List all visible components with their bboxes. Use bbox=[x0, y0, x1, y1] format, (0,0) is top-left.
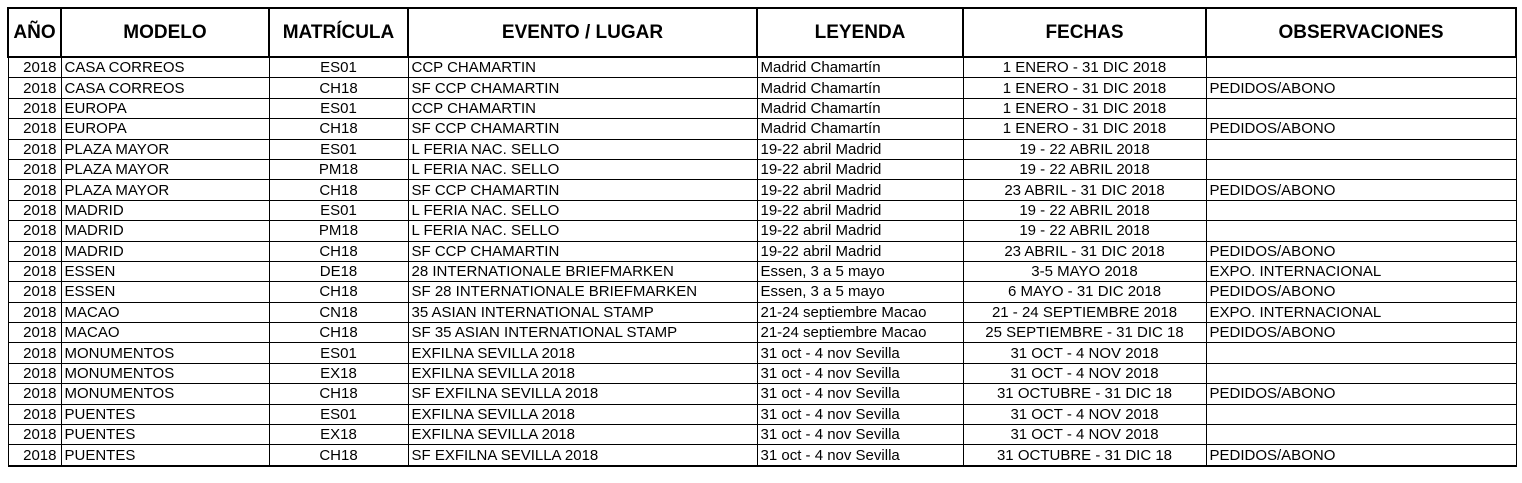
table-row bbox=[8, 180, 1516, 200]
cell-anio: 2018 bbox=[8, 78, 61, 98]
table-row bbox=[8, 363, 1516, 383]
cell-anio: 2018 bbox=[8, 159, 61, 179]
cell-anio: 2018 bbox=[8, 57, 61, 78]
cell-matricula: CH18 bbox=[269, 180, 408, 200]
cell-modelo: MONUMENTOS bbox=[61, 363, 269, 383]
cell-leyenda: 19-22 abril Madrid bbox=[757, 221, 963, 241]
cell-matricula: ES01 bbox=[269, 343, 408, 363]
header-leyenda: LEYENDA bbox=[757, 8, 963, 57]
cell-matricula: CH18 bbox=[269, 119, 408, 139]
cell-observaciones: EXPO. INTERNACIONAL bbox=[1206, 302, 1516, 322]
cell-observaciones: EXPO. INTERNACIONAL bbox=[1206, 261, 1516, 281]
header-evento: EVENTO / LUGAR bbox=[408, 8, 757, 57]
cell-observaciones: PEDIDOS/ABONO bbox=[1206, 282, 1516, 302]
header-observaciones: OBSERVACIONES bbox=[1206, 8, 1516, 57]
header-matricula: MATRÍCULA bbox=[269, 8, 408, 57]
table-row bbox=[8, 445, 1516, 466]
cell-modelo: PLAZA MAYOR bbox=[61, 139, 269, 159]
cell-leyenda: Essen, 3 a 5 mayo bbox=[757, 282, 963, 302]
cell-matricula: CH18 bbox=[269, 282, 408, 302]
cell-modelo: MADRID bbox=[61, 221, 269, 241]
cell-fechas: 1 ENERO - 31 DIC 2018 bbox=[963, 57, 1206, 78]
cell-leyenda: 19-22 abril Madrid bbox=[757, 139, 963, 159]
cell-evento: L FERIA NAC. SELLO bbox=[408, 200, 757, 220]
cell-leyenda: 31 oct - 4 nov Sevilla bbox=[757, 363, 963, 383]
cell-evento: SF CCP CHAMARTIN bbox=[408, 180, 757, 200]
cell-fechas: 31 OCTUBRE - 31 DIC 18 bbox=[963, 445, 1206, 466]
cell-leyenda: 19-22 abril Madrid bbox=[757, 180, 963, 200]
cell-evento: L FERIA NAC. SELLO bbox=[408, 221, 757, 241]
cell-anio: 2018 bbox=[8, 200, 61, 220]
cell-fechas: 19 - 22 ABRIL 2018 bbox=[963, 200, 1206, 220]
cell-evento: EXFILNA SEVILLA 2018 bbox=[408, 343, 757, 363]
cell-anio: 2018 bbox=[8, 119, 61, 139]
cell-observaciones bbox=[1206, 363, 1516, 383]
table-row bbox=[8, 302, 1516, 322]
cell-anio: 2018 bbox=[8, 241, 61, 261]
cell-anio: 2018 bbox=[8, 363, 61, 383]
cell-evento: SF 35 ASIAN INTERNATIONAL STAMP bbox=[408, 323, 757, 343]
cell-observaciones: PEDIDOS/ABONO bbox=[1206, 323, 1516, 343]
cell-leyenda: Madrid Chamartín bbox=[757, 98, 963, 118]
cell-anio: 2018 bbox=[8, 445, 61, 466]
cell-modelo: MONUMENTOS bbox=[61, 343, 269, 363]
cell-modelo: PLAZA MAYOR bbox=[61, 180, 269, 200]
cell-matricula: PM18 bbox=[269, 221, 408, 241]
cell-modelo: PLAZA MAYOR bbox=[61, 159, 269, 179]
cell-anio: 2018 bbox=[8, 343, 61, 363]
header-row bbox=[8, 8, 1516, 57]
cell-modelo: MACAO bbox=[61, 323, 269, 343]
cell-observaciones bbox=[1206, 221, 1516, 241]
cell-modelo: MONUMENTOS bbox=[61, 384, 269, 404]
cell-evento: CCP CHAMARTIN bbox=[408, 98, 757, 118]
cell-observaciones bbox=[1206, 404, 1516, 424]
cell-evento: SF EXFILNA SEVILLA 2018 bbox=[408, 445, 757, 466]
cell-anio: 2018 bbox=[8, 98, 61, 118]
cell-modelo: MADRID bbox=[61, 241, 269, 261]
cell-observaciones: PEDIDOS/ABONO bbox=[1206, 78, 1516, 98]
header-modelo: MODELO bbox=[61, 8, 269, 57]
cell-matricula: CH18 bbox=[269, 445, 408, 466]
cell-evento: L FERIA NAC. SELLO bbox=[408, 139, 757, 159]
cell-observaciones bbox=[1206, 159, 1516, 179]
cell-anio: 2018 bbox=[8, 282, 61, 302]
cell-observaciones: PEDIDOS/ABONO bbox=[1206, 180, 1516, 200]
table-row bbox=[8, 159, 1516, 179]
matasellos-table bbox=[7, 7, 1517, 467]
cell-matricula: DE18 bbox=[269, 261, 408, 281]
cell-leyenda: 19-22 abril Madrid bbox=[757, 241, 963, 261]
cell-anio: 2018 bbox=[8, 139, 61, 159]
cell-observaciones bbox=[1206, 343, 1516, 363]
cell-evento: L FERIA NAC. SELLO bbox=[408, 159, 757, 179]
cell-fechas: 19 - 22 ABRIL 2018 bbox=[963, 221, 1206, 241]
cell-modelo: ESSEN bbox=[61, 261, 269, 281]
cell-leyenda: Madrid Chamartín bbox=[757, 119, 963, 139]
cell-matricula: CH18 bbox=[269, 323, 408, 343]
cell-anio: 2018 bbox=[8, 425, 61, 445]
cell-matricula: CH18 bbox=[269, 241, 408, 261]
cell-fechas: 31 OCT - 4 NOV 2018 bbox=[963, 425, 1206, 445]
cell-fechas: 23 ABRIL - 31 DIC 2018 bbox=[963, 180, 1206, 200]
table-row bbox=[8, 241, 1516, 261]
cell-fechas: 1 ENERO - 31 DIC 2018 bbox=[963, 119, 1206, 139]
cell-leyenda: 21-24 septiembre Macao bbox=[757, 302, 963, 322]
table-row bbox=[8, 282, 1516, 302]
cell-fechas: 31 OCTUBRE - 31 DIC 18 bbox=[963, 384, 1206, 404]
cell-observaciones: PEDIDOS/ABONO bbox=[1206, 384, 1516, 404]
cell-fechas: 25 SEPTIEMBRE - 31 DIC 18 bbox=[963, 323, 1206, 343]
cell-matricula: EX18 bbox=[269, 363, 408, 383]
cell-fechas: 19 - 22 ABRIL 2018 bbox=[963, 139, 1206, 159]
cell-modelo: CASA CORREOS bbox=[61, 57, 269, 78]
table-row bbox=[8, 139, 1516, 159]
cell-evento: SF CCP CHAMARTIN bbox=[408, 241, 757, 261]
table-row bbox=[8, 119, 1516, 139]
cell-fechas: 31 OCT - 4 NOV 2018 bbox=[963, 343, 1206, 363]
cell-modelo: MACAO bbox=[61, 302, 269, 322]
cell-anio: 2018 bbox=[8, 180, 61, 200]
cell-evento: EXFILNA SEVILLA 2018 bbox=[408, 425, 757, 445]
cell-fechas: 19 - 22 ABRIL 2018 bbox=[963, 159, 1206, 179]
cell-modelo: PUENTES bbox=[61, 445, 269, 466]
cell-leyenda: 31 oct - 4 nov Sevilla bbox=[757, 343, 963, 363]
cell-anio: 2018 bbox=[8, 323, 61, 343]
cell-leyenda: 21-24 septiembre Macao bbox=[757, 323, 963, 343]
cell-fechas: 1 ENERO - 31 DIC 2018 bbox=[963, 98, 1206, 118]
table-body bbox=[8, 57, 1516, 466]
table-row bbox=[8, 98, 1516, 118]
cell-anio: 2018 bbox=[8, 221, 61, 241]
cell-anio: 2018 bbox=[8, 261, 61, 281]
table-row bbox=[8, 343, 1516, 363]
cell-modelo: PUENTES bbox=[61, 404, 269, 424]
cell-fechas: 31 OCT - 4 NOV 2018 bbox=[963, 363, 1206, 383]
cell-matricula: ES01 bbox=[269, 200, 408, 220]
cell-leyenda: 19-22 abril Madrid bbox=[757, 200, 963, 220]
cell-leyenda: Madrid Chamartín bbox=[757, 57, 963, 78]
cell-evento: SF CCP CHAMARTIN bbox=[408, 78, 757, 98]
table-row bbox=[8, 404, 1516, 424]
cell-evento: 28 INTERNATIONALE BRIEFMARKEN bbox=[408, 261, 757, 281]
cell-fechas: 3-5 MAYO 2018 bbox=[963, 261, 1206, 281]
table-row bbox=[8, 78, 1516, 98]
cell-leyenda: 31 oct - 4 nov Sevilla bbox=[757, 425, 963, 445]
cell-observaciones: PEDIDOS/ABONO bbox=[1206, 119, 1516, 139]
cell-evento: SF CCP CHAMARTIN bbox=[408, 119, 757, 139]
document-page bbox=[7, 7, 1517, 467]
table-row bbox=[8, 200, 1516, 220]
cell-leyenda: Madrid Chamartín bbox=[757, 78, 963, 98]
table-row bbox=[8, 57, 1516, 78]
cell-matricula: ES01 bbox=[269, 98, 408, 118]
cell-evento: SF EXFILNA SEVILLA 2018 bbox=[408, 384, 757, 404]
cell-evento: CCP CHAMARTIN bbox=[408, 57, 757, 78]
cell-fechas: 31 OCT - 4 NOV 2018 bbox=[963, 404, 1206, 424]
table-row bbox=[8, 425, 1516, 445]
cell-observaciones: PEDIDOS/ABONO bbox=[1206, 241, 1516, 261]
cell-modelo: ESSEN bbox=[61, 282, 269, 302]
cell-modelo: MADRID bbox=[61, 200, 269, 220]
cell-evento: EXFILNA SEVILLA 2018 bbox=[408, 404, 757, 424]
cell-anio: 2018 bbox=[8, 302, 61, 322]
cell-leyenda: 31 oct - 4 nov Sevilla bbox=[757, 445, 963, 466]
table-row bbox=[8, 261, 1516, 281]
cell-modelo: EUROPA bbox=[61, 98, 269, 118]
table-row bbox=[8, 221, 1516, 241]
cell-anio: 2018 bbox=[8, 384, 61, 404]
table-row bbox=[8, 323, 1516, 343]
cell-leyenda: 19-22 abril Madrid bbox=[757, 159, 963, 179]
cell-observaciones bbox=[1206, 57, 1516, 78]
cell-matricula: PM18 bbox=[269, 159, 408, 179]
cell-fechas: 23 ABRIL - 31 DIC 2018 bbox=[963, 241, 1206, 261]
cell-fechas: 1 ENERO - 31 DIC 2018 bbox=[963, 78, 1206, 98]
cell-observaciones bbox=[1206, 200, 1516, 220]
cell-matricula: ES01 bbox=[269, 404, 408, 424]
cell-evento: EXFILNA SEVILLA 2018 bbox=[408, 363, 757, 383]
cell-fechas: 21 - 24 SEPTIEMBRE 2018 bbox=[963, 302, 1206, 322]
table-header bbox=[8, 8, 1516, 57]
cell-matricula: EX18 bbox=[269, 425, 408, 445]
cell-observaciones bbox=[1206, 425, 1516, 445]
cell-observaciones bbox=[1206, 139, 1516, 159]
header-anio: AÑO bbox=[8, 8, 61, 57]
cell-matricula: CN18 bbox=[269, 302, 408, 322]
cell-leyenda: Essen, 3 a 5 mayo bbox=[757, 261, 963, 281]
cell-modelo: PUENTES bbox=[61, 425, 269, 445]
cell-matricula: CH18 bbox=[269, 384, 408, 404]
cell-evento: SF 28 INTERNATIONALE BRIEFMARKEN bbox=[408, 282, 757, 302]
cell-matricula: CH18 bbox=[269, 78, 408, 98]
cell-observaciones bbox=[1206, 98, 1516, 118]
cell-modelo: EUROPA bbox=[61, 119, 269, 139]
table-row bbox=[8, 384, 1516, 404]
cell-observaciones: PEDIDOS/ABONO bbox=[1206, 445, 1516, 466]
cell-leyenda: 31 oct - 4 nov Sevilla bbox=[757, 384, 963, 404]
cell-matricula: ES01 bbox=[269, 139, 408, 159]
cell-fechas: 6 MAYO - 31 DIC 2018 bbox=[963, 282, 1206, 302]
cell-matricula: ES01 bbox=[269, 57, 408, 78]
cell-anio: 2018 bbox=[8, 404, 61, 424]
cell-modelo: CASA CORREOS bbox=[61, 78, 269, 98]
cell-leyenda: 31 oct - 4 nov Sevilla bbox=[757, 404, 963, 424]
cell-evento: 35 ASIAN INTERNATIONAL STAMP bbox=[408, 302, 757, 322]
header-fechas: FECHAS bbox=[963, 8, 1206, 57]
